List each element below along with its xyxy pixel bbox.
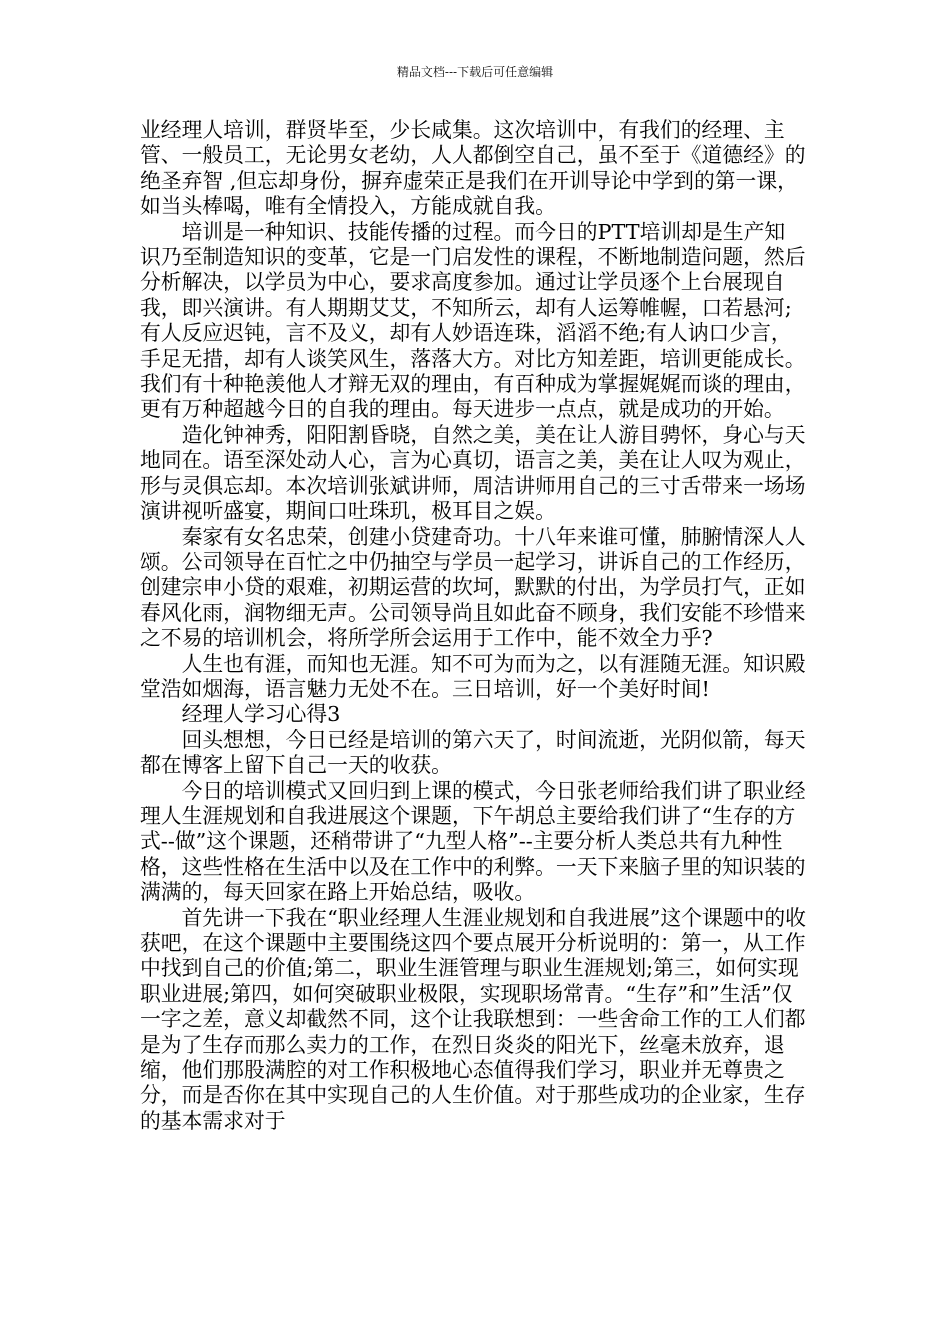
paragraph-3: 造化钟神秀，阳阳割昏晓，自然之美，美在让人游目骋怀，身心与天地同在。语至深处动人心，言为心真切，语言之美，美在让人叹为观止，形与灵俱忘却。本次培训张斌讲师，周洁讲师用自己的三寸舌带来一场场演讲视听盛宴，期间口吐珠玑，极耳目之娱。 (140, 422, 806, 524)
paragraph-1: 业经理人培训，群贤毕至，少长咸集。这次培训中，有我们的经理、主管、一般员工，无论男女老幼，人人都倒空自己，虽不至于《道德经》的 绝圣弃智 ,但忘却身份，摒弃虚荣正是我们在开训导论中学到的第一课，如当头棒喝，唯有全情投入，方能成就自我。 (140, 118, 806, 219)
paragraph-7: 今日的培训模式又回归到上课的模式，今日张老师给我们讲了职业经理人生涯规划和自我进展这个课题，下午胡总主要给我们讲了“生存的方式--做”这个课题，还稍带讲了“九型人格”--主要分析人类总共有九种性格，这些性格在生活中以及在工作中的利弊。一天下来脑子里的知识装的满满的，每天回家在路上开始总结，吸收。 (140, 778, 806, 905)
paragraph-5: 人生也有涯，而知也无涯。知不可为而为之，以有涯随无涯。知识殿堂浩如烟海，语言魅力无处不在。三日培训，好一个美好时间! (140, 651, 806, 701)
page-header: 精品文档---下载后可任意编辑 (396, 65, 554, 79)
paragraph-8: 首先讲一下我在“职业经理人生涯业规划和自我进展”这个课题中的收获吧，在这个课题中主要围绕这四个要点展开分析说明的：第一，从工作中找到自己的价值;第二，职业生涯管理与职业生涯规划;第三，如何实现职业进展;第四，如何突破职业极限，实现职场常青。“生存”和”生活”仅一字之差，意义却截然不同，这个让我联想到：一些舍命工作的工人们都是为了生存而那么卖力的工作，在烈日炎炎的阳光下，丝毫未放弃，退缩，他们那股满腔的对工作积极地心态值得我们学习，职业并无尊贵之分，而是否你在其中实现自己的人生价值。对于那些成功的企业家，生存的基本需求对于 (140, 905, 806, 1133)
section-heading: 经理人学习心得3 (181, 702, 341, 727)
document-body (140, 118, 806, 1134)
paragraph-6: 回头想想，今日已经是培训的第六天了，时间流逝，光阴似箭，每天都在博客上留下自己一天的收获。 (140, 727, 806, 778)
paragraph-2: 培训是一种知识、技能传播的过程。而今日的PTT培训却是生产知识乃至制造知识的变革，它是一门启发性的课程，不断地制造问题，然后分析解决，以学员为中心，要求高度参加。通过让学员逐个上台展现自我，即兴演讲。有人期期艾艾，不知所云，却有人运筹帷幄，口若悬河;有人反应迟钝，言不及义，却有人妙语连珠，滔滔不绝;有人讷口少言，手足无措，却有人谈笑风生，落落大方。对比方知差距，培训更能成长。我们有十种艳羡他人才辩无双的理由，有百种成为掌握娓娓而谈的理由，更有万种超越今日的自我的理由。每天进步一点点，就是成功的开始。 (140, 219, 806, 422)
paragraph-4: 秦家有女名忠荣，创建小贷建奇功。十八年来谁可懂，肺腑情深人人颂。公司领导在百忙之中仍抽空与学员一起学习，讲诉自己的工作经历，创建宗申小贷的艰难，初期运营的坎坷，默默的付出，为学员打气，正如春风化雨，润物细无声。公司领导尚且如此奋不顾身，我们安能不珍惜来之不易的培训机会，将所学所会运用于工作中，能不效全力乎? (140, 524, 806, 651)
